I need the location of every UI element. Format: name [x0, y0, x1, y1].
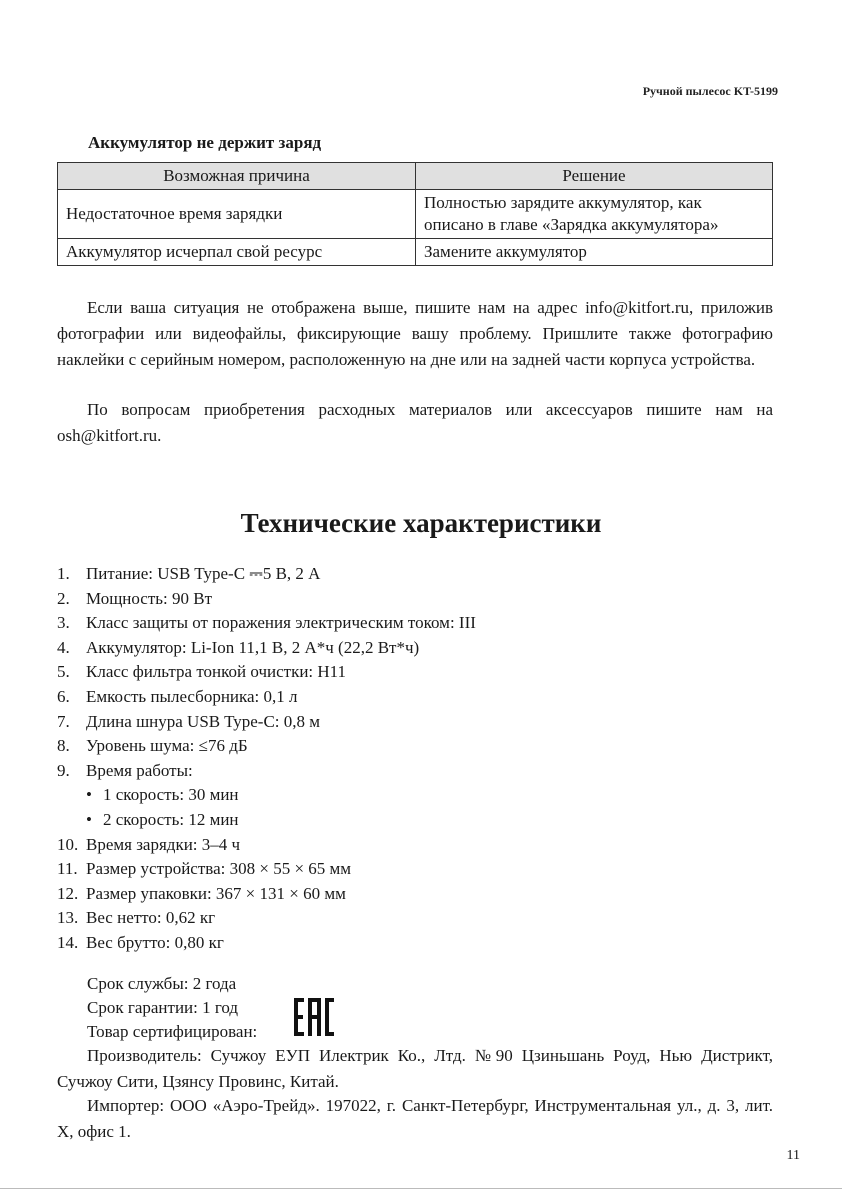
- specs-title: Технические характеристики: [240, 508, 602, 538]
- column-header-cause: Возможная причина: [58, 163, 416, 190]
- list-item-text: Вес нетто: 0,62 кг: [86, 908, 216, 928]
- manufacturer-info: [57, 1043, 773, 1095]
- list-item-text: Мощность: 90 Вт: [86, 588, 213, 608]
- warranty-period: Срок гарантии: 1 год: [87, 998, 239, 1017]
- list-item-text: Длина шнура USB Type-C: 0,8 м: [86, 711, 321, 731]
- runtime-bullet: [57, 808, 476, 833]
- list-item-text: Размер упаковки: 367 × 131 × 60 мм: [86, 883, 346, 903]
- bullet-icon: •: [86, 809, 92, 829]
- cause-cell: Аккумулятор исчерпал свой ресурс: [58, 239, 416, 266]
- running-header: Ручной пылесос KT-5199: [642, 84, 778, 98]
- list-item-number: 10.: [57, 834, 79, 854]
- specs-list: [57, 562, 476, 956]
- manufacturer-text: Производитель: Сучжоу ЕУП Илектрик Ко., Лтд. №90 Цзиньшань Роуд, Нью Дистрикт, Сучжоу Сити, Цзянсу Провинс, Китай.: [57, 1046, 773, 1091]
- table-row: [58, 190, 773, 239]
- list-item-number: 9.: [57, 760, 70, 780]
- list-item: [57, 587, 476, 612]
- eac-mark-icon: [293, 997, 335, 1037]
- list-item: [57, 685, 476, 710]
- solution-cell: Замените аккумулятор: [416, 239, 773, 266]
- list-item: [57, 636, 476, 661]
- certification-label: Товар сертифицирован:: [87, 1022, 258, 1041]
- list-item-text: Уровень шума: ≤76 дБ: [86, 736, 248, 756]
- list-item: [57, 931, 476, 956]
- troubleshooting-table: [57, 162, 773, 266]
- bullet-icon: •: [86, 785, 92, 805]
- list-item-number: 11.: [57, 859, 78, 879]
- list-item-text: Емкость пылесборника: 0,1 л: [86, 686, 298, 706]
- solution-cell: Полностью зарядите аккумулятор, как описано в главе «Зарядка аккумулятора»: [416, 190, 773, 239]
- accessories-paragraph: [57, 397, 773, 449]
- page-bottom-rule: [0, 1188, 842, 1189]
- list-item-number: 7.: [57, 711, 70, 731]
- contact-paragraph: [57, 295, 773, 373]
- page-number: 11: [786, 1148, 800, 1163]
- runtime-bullet: [57, 783, 476, 808]
- list-item: [57, 759, 476, 784]
- list-item-number: 8.: [57, 736, 70, 756]
- service-life: Срок службы: 2 года: [87, 974, 237, 993]
- list-item: [57, 611, 476, 636]
- list-item-text: Аккумулятор: Li-Ion 11,1 В, 2 А*ч (22,2 Вт*ч): [86, 637, 420, 657]
- list-item-number: 1.: [57, 564, 70, 583]
- cause-cell: Недостаточное время зарядки: [58, 190, 416, 239]
- list-item-text: Время зарядки: 3–4 ч: [86, 834, 241, 854]
- list-item-number: 13.: [57, 908, 79, 928]
- list-item: [57, 660, 476, 685]
- contact-paragraph-text: Если ваша ситуация не отображена выше, пишите нам на адрес info@kitfort.ru, приложив фотографии или видеофайлы, фиксирующие вашу проблему. Пришлите также фотографию наклейки с серийным номером, расположенную на дне или на задней части корпуса устройства.: [57, 298, 773, 369]
- table-header-row: [58, 163, 773, 190]
- list-item-number: 5.: [57, 662, 70, 682]
- list-item-number: 14.: [57, 932, 79, 952]
- troubleshooting-title: Аккумулятор не держит заряд: [88, 133, 322, 152]
- importer-text: Импортер: ООО «Аэро-Трейд». 197022, г. Санкт-Петербург, Инструментальная ул., д. 3, лит. Х, офис 1.: [57, 1096, 773, 1141]
- list-item: [57, 734, 476, 759]
- list-item-number: 4.: [57, 637, 70, 657]
- list-item-text: Размер устройства: 308 × 55 × 65 мм: [86, 859, 352, 879]
- list-item-number: 3.: [57, 613, 70, 633]
- list-item: [57, 882, 476, 907]
- list-item-number: 6.: [57, 686, 70, 706]
- accessories-paragraph-text: По вопросам приобретения расходных материалов или аксессуаров пишите нам на osh@kitfort.ru.: [57, 400, 773, 445]
- list-item-number: 12.: [57, 883, 79, 903]
- runtime-bullet-text: 1 скорость: 30 мин: [103, 785, 239, 805]
- importer-info: [57, 1093, 773, 1145]
- list-item-text: Вес брутто: 0,80 кг: [86, 932, 224, 952]
- list-item: [57, 833, 476, 858]
- list-item: [57, 710, 476, 735]
- list-item-number: 2.: [57, 588, 70, 608]
- list-item-text: Класс фильтра тонкой очистки: H11: [86, 662, 347, 682]
- list-item: [57, 857, 476, 882]
- table-row: [58, 239, 773, 266]
- list-item-text: Питание: USB Type-C ⎓5 В, 2 А: [86, 564, 321, 583]
- list-item: [57, 562, 476, 587]
- column-header-solution: Решение: [416, 163, 773, 190]
- list-item-text: Класс защиты от поражения электрическим током: III: [86, 613, 476, 633]
- list-item: [57, 906, 476, 931]
- runtime-bullet-text: 2 скорость: 12 мин: [103, 809, 239, 829]
- list-item-text: Время работы:: [86, 760, 193, 780]
